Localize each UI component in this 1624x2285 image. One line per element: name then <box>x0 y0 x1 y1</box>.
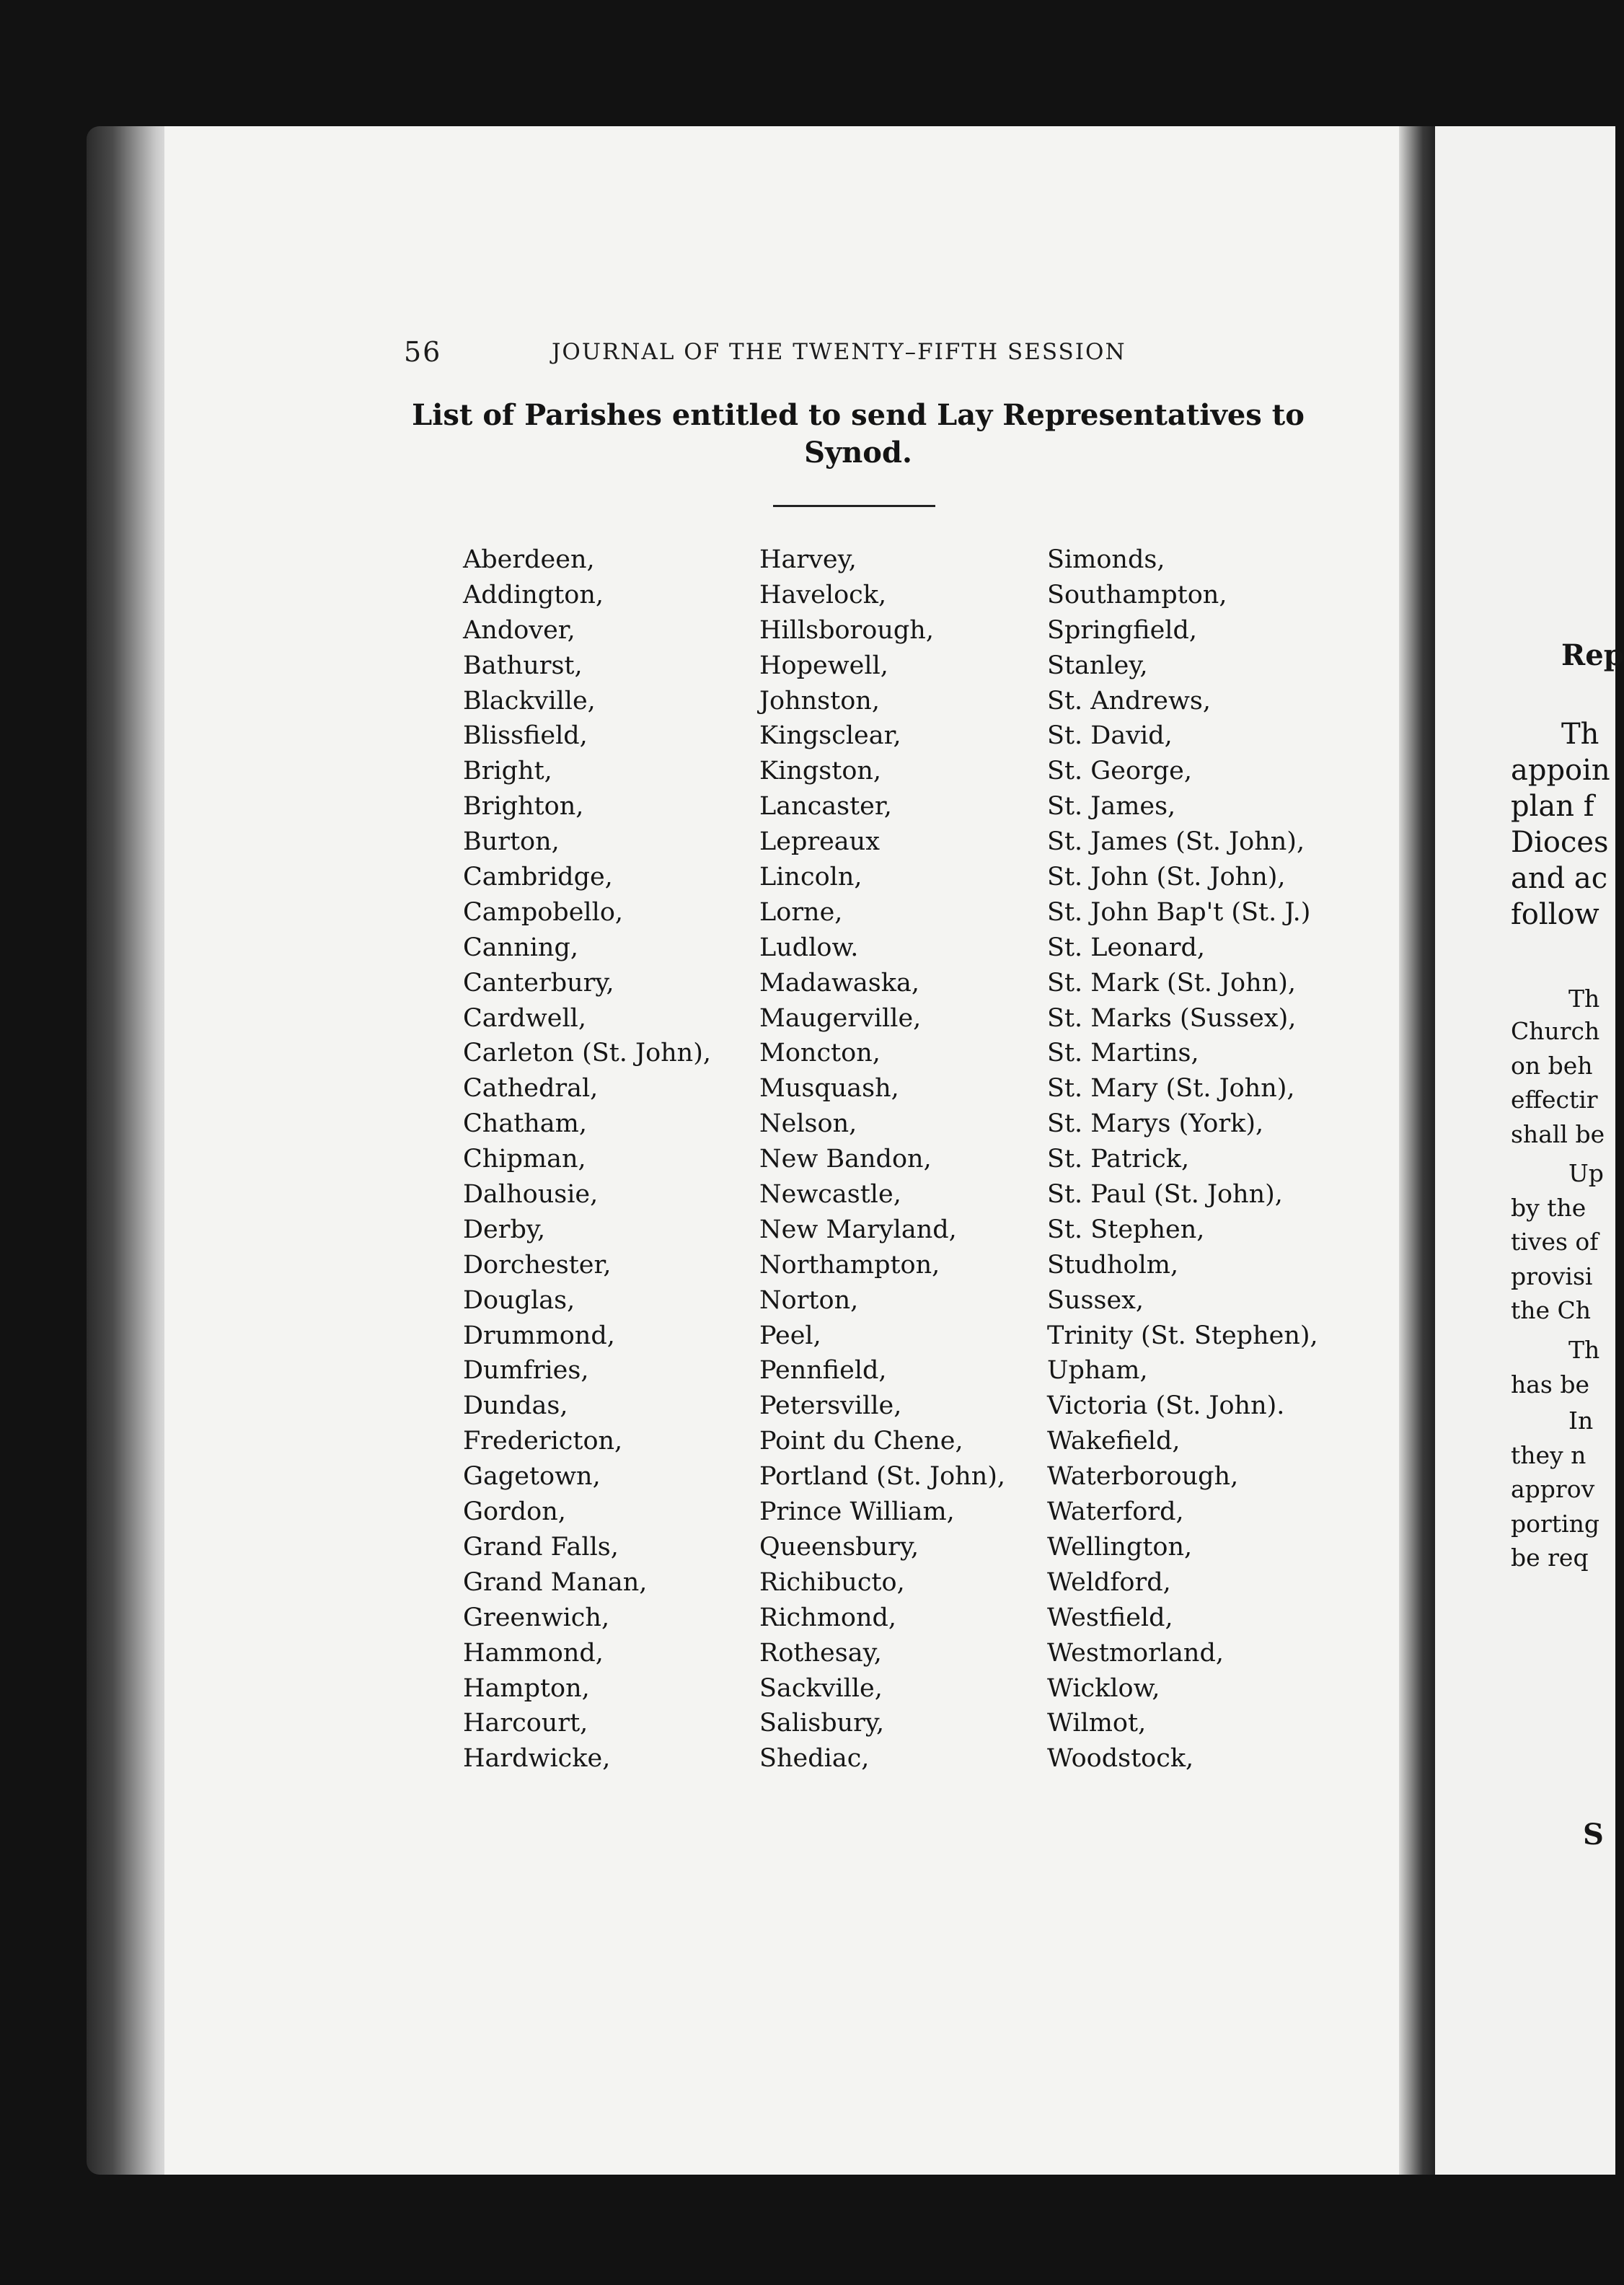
right-page <box>1435 126 1615 2175</box>
parish-entry: Harvey, <box>759 545 857 574</box>
parish-entry: Dorchester, <box>463 1250 612 1280</box>
right-page-text-fragment: Church <box>1511 1017 1600 1045</box>
parish-entry: St. Andrews, <box>1047 686 1212 716</box>
right-page-text-fragment: provisi <box>1511 1262 1593 1290</box>
parish-entry: St. John (St. John), <box>1047 863 1286 892</box>
parish-entry: Lepreaux <box>759 827 880 857</box>
parish-entry: St. Marks (Sussex), <box>1047 1003 1297 1033</box>
right-page-text-fragment: approv <box>1511 1475 1595 1503</box>
parish-entry: Hampton, <box>463 1673 590 1703</box>
right-page-text-fragment: Rep <box>1561 638 1624 672</box>
parish-entry: Andover, <box>463 615 575 645</box>
parish-column-2 <box>759 542 1005 1777</box>
right-page-text-fragment: they n <box>1511 1441 1587 1469</box>
parish-entry: St. Marys (York), <box>1047 1109 1264 1139</box>
parish-entry: Chatham, <box>463 1109 587 1139</box>
parish-entry: Nelson, <box>759 1109 857 1139</box>
parish-entry: Madawaska, <box>759 968 919 998</box>
parish-entry: St. John Bap't (St. J.) <box>1047 897 1311 927</box>
right-page-text-fragment: S <box>1583 1818 1604 1852</box>
parish-entry: Wakefield, <box>1047 1427 1181 1456</box>
parish-entry: Derby, <box>463 1215 546 1244</box>
right-page-text-fragment: Th <box>1568 985 1600 1013</box>
section-heading: List of Parishes entitled to send Lay Representatives to Synod. <box>412 398 1305 470</box>
heading-rule <box>773 505 935 507</box>
parish-entry: Simonds, <box>1047 545 1165 574</box>
right-page-text-fragment: by the <box>1511 1194 1587 1222</box>
parish-entry: Southampton, <box>1047 580 1227 609</box>
parish-entry: St. Paul (St. John), <box>1047 1180 1283 1210</box>
right-page-text-fragment: tives of <box>1511 1228 1599 1256</box>
parish-entry: Canning, <box>463 933 578 962</box>
right-page-text-fragment: porting <box>1511 1510 1599 1538</box>
parish-entry: Salisbury, <box>759 1709 885 1738</box>
parish-entry: Cardwell, <box>463 1003 586 1033</box>
parish-entry: Norton, <box>759 1285 859 1315</box>
parish-entry: Northampton, <box>759 1250 940 1280</box>
parish-entry: Blissfield, <box>463 721 588 751</box>
parish-entry: Fredericton, <box>463 1427 623 1456</box>
parish-entry: Burton, <box>463 827 560 857</box>
parish-entry: Gagetown, <box>463 1462 601 1492</box>
parish-entry: Kingsclear, <box>759 721 901 751</box>
parish-entry: Sackville, <box>759 1673 883 1703</box>
right-page-text-fragment: Th <box>1561 718 1599 751</box>
right-page-text-fragment: and ac <box>1511 862 1608 895</box>
right-page-text-fragment: In <box>1568 1406 1594 1435</box>
parish-entry: Waterford, <box>1047 1497 1184 1527</box>
parish-entry: Harcourt, <box>463 1709 588 1738</box>
right-page-text-fragment: shall be <box>1511 1120 1605 1148</box>
right-page-text-fragment: be req <box>1511 1544 1589 1572</box>
parish-entry: Newcastle, <box>759 1180 901 1210</box>
right-page-text-fragment: Up <box>1568 1159 1604 1187</box>
parish-entry: Moncton, <box>759 1039 881 1068</box>
parish-entry: Grand Falls, <box>463 1532 619 1562</box>
parish-entry: Hardwicke, <box>463 1744 611 1774</box>
parish-entry: St. George, <box>1047 757 1193 786</box>
parish-entry: Studholm, <box>1047 1250 1179 1280</box>
right-page-text-fragment: Dioces <box>1511 826 1609 859</box>
parish-entry: Shediac, <box>759 1744 870 1774</box>
parish-entry: Ludlow. <box>759 933 859 962</box>
right-page-text-fragment: has be <box>1511 1370 1590 1399</box>
parish-entry: Addington, <box>463 580 604 609</box>
book-page-edges <box>87 126 173 2175</box>
page-number: 56 <box>404 336 442 368</box>
parish-entry: St. James, <box>1047 792 1176 822</box>
parish-entry: St. David, <box>1047 721 1173 751</box>
parish-entry: Peel, <box>759 1321 821 1350</box>
parish-entry: Lincoln, <box>759 863 862 892</box>
parish-entry: Cambridge, <box>463 863 613 892</box>
right-page-text-fragment: Th <box>1568 1336 1600 1364</box>
parish-entry: Hammond, <box>463 1638 604 1668</box>
parish-entry: Rothesay, <box>759 1638 882 1668</box>
parish-entry: Portland (St. John), <box>759 1462 1006 1492</box>
parish-entry: Victoria (St. John). <box>1047 1391 1285 1421</box>
parish-entry: Hillsborough, <box>759 615 934 645</box>
parish-entry: Aberdeen, <box>463 545 595 574</box>
right-page-text-fragment: appoin <box>1511 754 1610 787</box>
parish-entry: New Bandon, <box>759 1145 932 1174</box>
journal-title: JOURNAL OF THE TWENTY–FIFTH SESSION <box>552 339 1126 365</box>
running-head <box>404 336 1161 372</box>
parish-entry: Grand Manan, <box>463 1567 648 1597</box>
parish-entry: Westmorland, <box>1047 1638 1224 1668</box>
parish-entry: Richmond, <box>759 1603 897 1632</box>
parish-entry: Upham, <box>1047 1356 1148 1386</box>
parish-entry: Cathedral, <box>463 1074 599 1104</box>
parish-entry: Greenwich, <box>463 1603 610 1632</box>
parish-entry: Hopewell, <box>759 651 888 680</box>
parish-entry: St. Mark (St. John), <box>1047 968 1296 998</box>
parish-entry: Stanley, <box>1047 651 1148 680</box>
parish-entry: Campobello, <box>463 897 624 927</box>
parish-entry: Musquash, <box>759 1074 899 1104</box>
parish-entry: Johnston, <box>759 686 880 716</box>
parish-entry: Richibucto, <box>759 1567 905 1597</box>
parish-entry: Dalhousie, <box>463 1180 599 1210</box>
parish-entry: Westfield, <box>1047 1603 1173 1632</box>
parish-entry: Dundas, <box>463 1391 568 1421</box>
parish-entry: Kingston, <box>759 757 882 786</box>
parish-entry: Point du Chene, <box>759 1427 963 1456</box>
parish-entry: Bright, <box>463 757 552 786</box>
parish-entry: Havelock, <box>759 580 887 609</box>
parish-entry: Bathurst, <box>463 651 583 680</box>
right-page-text-fragment: follow <box>1511 898 1599 931</box>
parish-entry: Sussex, <box>1047 1285 1144 1315</box>
parish-entry: Canterbury, <box>463 968 614 998</box>
parish-entry: Queensbury, <box>759 1532 919 1562</box>
parish-entry: Chipman, <box>463 1145 586 1174</box>
parish-entry: Drummond, <box>463 1321 615 1350</box>
parish-entry: Waterborough, <box>1047 1462 1239 1492</box>
parish-entry: Weldford, <box>1047 1567 1171 1597</box>
parish-entry: Maugerville, <box>759 1003 922 1033</box>
parish-column-3 <box>1047 542 1318 1777</box>
parish-entry: St. Patrick, <box>1047 1145 1190 1174</box>
parish-entry: Trinity (St. Stephen), <box>1047 1321 1318 1350</box>
parish-entry: Blackville, <box>463 686 596 716</box>
right-page-text-fragment: effectir <box>1511 1086 1598 1114</box>
parish-entry: St. James (St. John), <box>1047 827 1305 857</box>
parish-entry: Wicklow, <box>1047 1673 1160 1703</box>
book-gutter <box>1399 126 1439 2175</box>
right-page-text-fragment: on beh <box>1511 1052 1593 1080</box>
parish-entry: St. Leonard, <box>1047 933 1205 962</box>
parish-entry: Wellington, <box>1047 1532 1193 1562</box>
parish-entry: Gordon, <box>463 1497 566 1527</box>
parish-entry: New Maryland, <box>759 1215 957 1244</box>
parish-entry: Springfield, <box>1047 615 1198 645</box>
parish-entry: Petersville, <box>759 1391 902 1421</box>
parish-entry: Lorne, <box>759 897 843 927</box>
parish-entry: Dumfries, <box>463 1356 589 1386</box>
parish-column-1 <box>463 542 711 1777</box>
parish-entry: Lancaster, <box>759 792 892 822</box>
parish-entry: Prince William, <box>759 1497 955 1527</box>
parish-entry: Brighton, <box>463 792 584 822</box>
parish-entry: Carleton (St. John), <box>463 1039 712 1068</box>
parish-entry: Woodstock, <box>1047 1744 1194 1774</box>
parish-entry: Pennfield, <box>759 1356 887 1386</box>
parish-entry: St. Stephen, <box>1047 1215 1205 1244</box>
parish-entry: St. Martins, <box>1047 1039 1199 1068</box>
parish-entry: St. Mary (St. John), <box>1047 1074 1295 1104</box>
parish-entry: Douglas, <box>463 1285 575 1315</box>
right-page-text-fragment: the Ch <box>1511 1296 1592 1324</box>
right-page-text-fragment: plan f <box>1511 790 1594 823</box>
parish-entry: Wilmot, <box>1047 1709 1147 1738</box>
